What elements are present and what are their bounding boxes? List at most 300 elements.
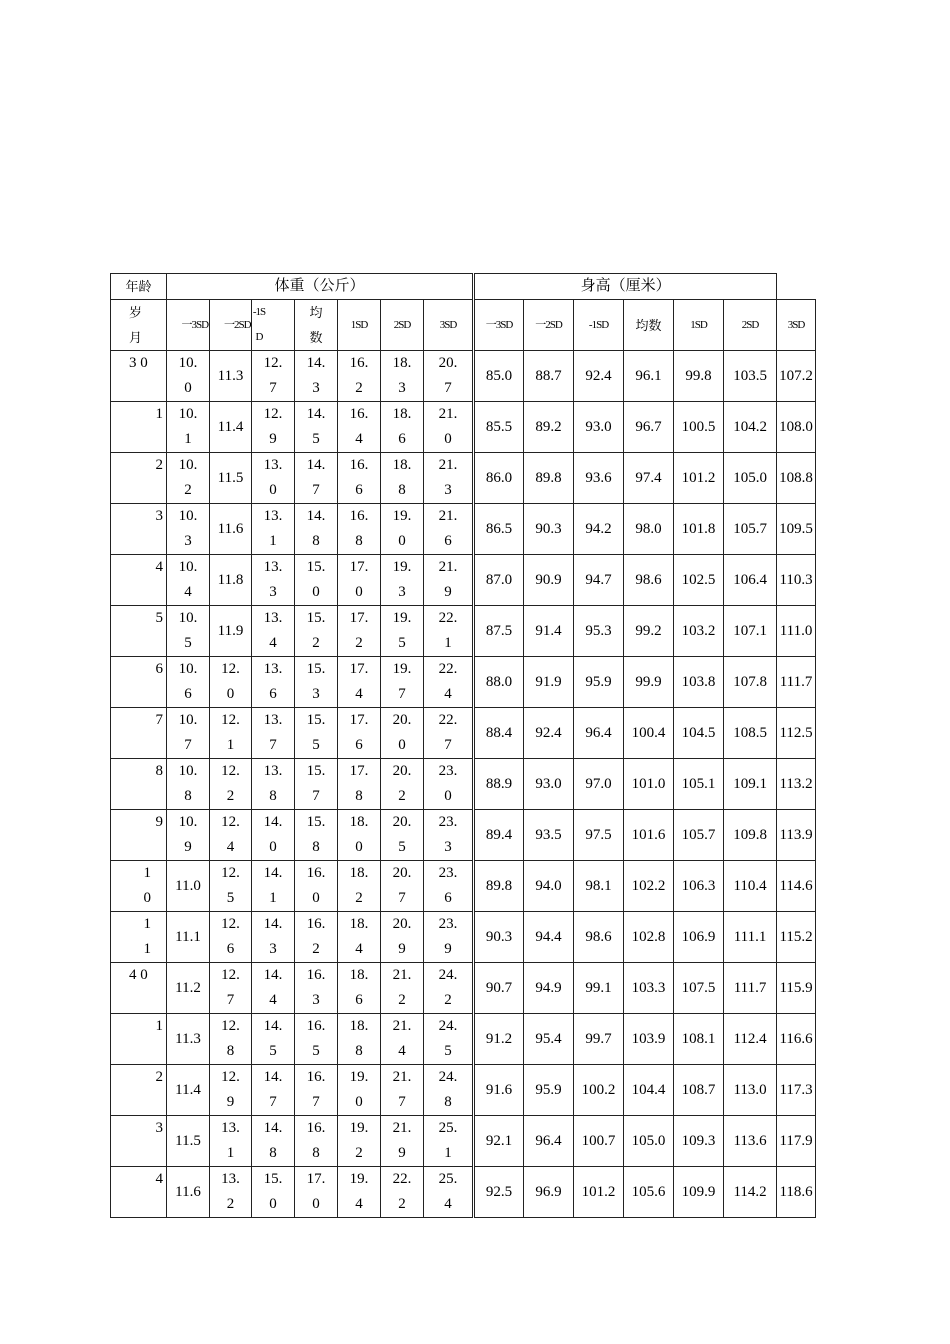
weight-cell (210, 504, 252, 555)
weight-cell (210, 351, 252, 402)
weight-cell (338, 657, 381, 708)
weight-value: 10.5 (178, 610, 198, 651)
weight-cell (252, 1014, 295, 1065)
weight-value: 17.4 (349, 661, 369, 702)
height-value: 96.4 (585, 724, 612, 741)
height-col-header: 3SD (777, 300, 816, 351)
weight-value: 11.4 (175, 1081, 201, 1098)
height-cell (574, 1065, 624, 1116)
weight-value: 12.6 (221, 916, 240, 957)
height-cell (474, 1116, 524, 1167)
weight-value: 16.4 (349, 406, 369, 447)
weight-cell (295, 657, 338, 708)
height-cell (624, 861, 674, 912)
weight-cell (381, 861, 424, 912)
height-cell (674, 555, 724, 606)
weight-value: 21.0 (438, 406, 458, 447)
weight-cell (381, 1014, 424, 1065)
weight-value: 14.5 (263, 1018, 283, 1059)
age-value: 5 (155, 610, 164, 626)
weight-value: 10.7 (178, 712, 198, 753)
weight-cell (252, 1065, 295, 1116)
weight-value: 19.4 (349, 1171, 369, 1212)
weight-cell (295, 1167, 338, 1218)
weight-cell (167, 861, 210, 912)
weight-cell (167, 402, 210, 453)
weight-cell (295, 453, 338, 504)
weight-cell (424, 759, 474, 810)
height-value: 100.5 (681, 418, 716, 435)
weight-value: 14.0 (263, 814, 283, 855)
weight-value: 12.1 (221, 712, 240, 753)
weight-cell (252, 657, 295, 708)
table-row (111, 504, 816, 555)
weight-cell (252, 759, 295, 810)
weight-value: 10.3 (178, 508, 198, 549)
table-row (111, 1167, 816, 1218)
height-value: 92.4 (535, 724, 562, 741)
weight-value: 13.3 (263, 559, 283, 600)
height-value: 91.9 (535, 673, 562, 690)
weight-cell (338, 504, 381, 555)
height-value: 115.9 (779, 979, 813, 996)
height-value: 99.9 (635, 673, 662, 690)
height-value: 103.3 (631, 979, 666, 996)
weight-value: 10.2 (178, 457, 198, 498)
weight-value: 16.0 (306, 865, 326, 906)
height-value: 107.1 (733, 622, 767, 639)
height-cell (777, 1116, 816, 1167)
table-row (111, 759, 816, 810)
height-value: 91.2 (485, 1030, 513, 1047)
age-value: 3 0 (129, 355, 148, 371)
age-value: 4 (155, 559, 164, 575)
weight-cell (252, 504, 295, 555)
subheader-row (111, 300, 816, 351)
height-col-header: -1SD (574, 300, 624, 351)
weight-cell (295, 504, 338, 555)
weight-value: 14.7 (263, 1069, 283, 1110)
height-cell (624, 1065, 674, 1116)
height-value: 104.5 (681, 724, 716, 741)
age-cell (111, 912, 167, 963)
weight-cell (424, 912, 474, 963)
height-cell (474, 912, 524, 963)
weight-value: 11.4 (217, 418, 244, 435)
weight-cell (424, 1014, 474, 1065)
age-cell (111, 1065, 167, 1116)
weight-cell (210, 606, 252, 657)
weight-cell (167, 1116, 210, 1167)
height-cell (777, 453, 816, 504)
weight-value: 19.5 (392, 610, 412, 651)
height-value: 101.6 (631, 826, 666, 843)
height-value: 94.2 (585, 520, 612, 537)
weight-value: 21.6 (438, 508, 458, 549)
height-cell (624, 555, 674, 606)
weight-value: 12.0 (221, 661, 240, 702)
height-cell (777, 351, 816, 402)
height-value: 108.5 (733, 724, 767, 741)
height-value: 101.2 (681, 469, 716, 486)
weight-cell (381, 351, 424, 402)
weight-value: 24.8 (438, 1069, 458, 1110)
height-value: 113.0 (733, 1081, 767, 1098)
weight-cell (338, 453, 381, 504)
height-cell (724, 555, 777, 606)
weight-cell (381, 1116, 424, 1167)
age-cell (111, 504, 167, 555)
height-value: 102.2 (631, 877, 666, 894)
table-row (111, 1014, 816, 1065)
height-cell (724, 1065, 777, 1116)
height-value: 103.9 (631, 1030, 666, 1047)
height-cell (624, 1167, 674, 1218)
height-cell (574, 453, 624, 504)
height-value: 108.1 (681, 1030, 716, 1047)
height-cell (777, 963, 816, 1014)
height-value: 105.7 (681, 826, 716, 843)
height-value: 107.5 (681, 979, 716, 996)
weight-value: 23.0 (438, 763, 458, 804)
weight-value: 14.8 (263, 1120, 283, 1161)
height-value: 113.2 (779, 775, 813, 792)
height-cell (724, 657, 777, 708)
weight-value: 20.7 (438, 355, 458, 396)
table-row (111, 657, 816, 708)
table-row (111, 861, 816, 912)
height-cell (624, 453, 674, 504)
height-value: 100.2 (581, 1081, 616, 1098)
weight-value: 16.2 (349, 355, 369, 396)
weight-cell (167, 1065, 210, 1116)
weight-value: 15.3 (306, 661, 326, 702)
weight-value: 12.4 (221, 814, 240, 855)
height-cell (474, 657, 524, 708)
height-value: 89.8 (535, 469, 562, 486)
height-cell (624, 402, 674, 453)
weight-cell (252, 555, 295, 606)
weight-cell (338, 1065, 381, 1116)
weight-cell (424, 657, 474, 708)
table-row (111, 963, 816, 1014)
table-row (111, 402, 816, 453)
height-value: 89.2 (535, 418, 562, 435)
weight-value: 25.4 (438, 1171, 458, 1212)
weight-value: 16.8 (306, 1120, 326, 1161)
weight-cell (210, 402, 252, 453)
weight-value: 11.6 (217, 520, 244, 537)
height-value: 105.7 (733, 520, 767, 537)
age-value: 8 (155, 763, 164, 779)
height-cell (777, 708, 816, 759)
weight-value: 14.4 (263, 967, 283, 1008)
height-value: 85.0 (485, 367, 513, 384)
weight-value: 21.9 (438, 559, 458, 600)
weight-cell (252, 861, 295, 912)
height-cell (574, 912, 624, 963)
height-cell (524, 1014, 574, 1065)
height-cell (474, 861, 524, 912)
age-sub-label: 岁月 (129, 305, 143, 345)
height-cell (777, 861, 816, 912)
weight-cell (381, 963, 424, 1014)
weight-value: 11.3 (217, 367, 244, 384)
height-value: 96.4 (535, 1132, 562, 1149)
height-cell (777, 504, 816, 555)
weight-cell (381, 1065, 424, 1116)
height-col-header: 均数 (624, 300, 674, 351)
table-row (111, 708, 816, 759)
weight-value: 18.4 (349, 916, 369, 957)
weight-cell (338, 606, 381, 657)
weight-value: 11.2 (175, 979, 201, 996)
height-cell (777, 1065, 816, 1116)
weight-cell (424, 555, 474, 606)
weight-cell (338, 759, 381, 810)
weight-value: 10.8 (178, 763, 198, 804)
table-row (111, 351, 816, 402)
height-value: 115.2 (779, 928, 813, 945)
height-cell (724, 759, 777, 810)
height-cell (524, 708, 574, 759)
height-cell (474, 759, 524, 810)
height-value: 92.5 (485, 1183, 513, 1200)
height-cell (624, 657, 674, 708)
weight-cell (338, 555, 381, 606)
height-cell (724, 351, 777, 402)
weight-value: 16.8 (349, 508, 369, 549)
weight-cell (424, 606, 474, 657)
height-value: 106.9 (681, 928, 716, 945)
height-cell (474, 606, 524, 657)
weight-value: 13.4 (263, 610, 283, 651)
height-cell (624, 963, 674, 1014)
weight-value: 22.4 (438, 661, 458, 702)
height-value: 91.4 (535, 622, 562, 639)
growth-standards-table-container (110, 273, 816, 1218)
height-header: 身高（厘米） (474, 274, 777, 300)
height-cell (574, 1014, 624, 1065)
height-value: 99.7 (585, 1030, 612, 1047)
height-value: 94.4 (535, 928, 562, 945)
weight-value: 15.5 (306, 712, 326, 753)
height-cell (674, 759, 724, 810)
weight-cell (381, 1167, 424, 1218)
weight-cell (424, 963, 474, 1014)
weight-cell (167, 1014, 210, 1065)
weight-value: 14.5 (306, 406, 326, 447)
weight-value: 14.7 (306, 457, 326, 498)
height-value: 105.1 (681, 775, 716, 792)
age-cell (111, 351, 167, 402)
age-cell (111, 1116, 167, 1167)
height-value: 111.1 (733, 928, 767, 945)
height-value: 90.3 (535, 520, 562, 537)
height-cell (624, 810, 674, 861)
height-cell (624, 351, 674, 402)
weight-cell (295, 1116, 338, 1167)
weight-cell (424, 708, 474, 759)
height-cell (777, 606, 816, 657)
age-cell (111, 861, 167, 912)
height-cell (724, 963, 777, 1014)
height-value: 114.2 (733, 1183, 767, 1200)
age-value: 11 (143, 916, 151, 957)
weight-value: 11.6 (175, 1183, 201, 1200)
height-cell (574, 504, 624, 555)
weight-col-header: 2SD (381, 300, 424, 351)
weight-cell (210, 1014, 252, 1065)
height-value: 92.1 (485, 1132, 513, 1149)
height-cell (524, 963, 574, 1014)
height-value: 89.8 (485, 877, 513, 894)
height-cell (624, 1014, 674, 1065)
weight-value: 15.8 (306, 814, 326, 855)
weight-cell (338, 402, 381, 453)
weight-value: 11.1 (175, 928, 201, 945)
height-cell (474, 963, 524, 1014)
table-body (111, 351, 816, 1218)
weight-cell (252, 351, 295, 402)
weight-value: 18.6 (349, 967, 369, 1008)
weight-cell (381, 555, 424, 606)
weight-value: 19.0 (392, 508, 412, 549)
height-cell (724, 402, 777, 453)
height-value: 104.4 (631, 1081, 666, 1098)
height-cell (777, 759, 816, 810)
height-value: 116.6 (779, 1030, 813, 1047)
weight-value: 14.1 (263, 865, 283, 906)
height-cell (777, 810, 816, 861)
weight-cell (210, 1065, 252, 1116)
height-cell (674, 402, 724, 453)
weight-cell (424, 1065, 474, 1116)
height-value: 103.8 (681, 673, 716, 690)
weight-value: 18.6 (392, 406, 412, 447)
height-value: 93.6 (585, 469, 612, 486)
height-cell (574, 861, 624, 912)
weight-cell (295, 912, 338, 963)
height-cell (524, 759, 574, 810)
weight-value: 15.2 (306, 610, 326, 651)
height-value: 97.0 (585, 775, 612, 792)
height-cell (574, 963, 624, 1014)
height-value: 106.3 (681, 877, 716, 894)
weight-col-header: 1SD (338, 300, 381, 351)
weight-value: 20.5 (392, 814, 412, 855)
weight-cell (424, 861, 474, 912)
height-cell (574, 708, 624, 759)
weight-value: 22.1 (438, 610, 458, 651)
height-cell (574, 555, 624, 606)
table-row (111, 1116, 816, 1167)
weight-value: 12.8 (221, 1018, 240, 1059)
height-value: 90.7 (485, 979, 513, 996)
height-cell (674, 912, 724, 963)
weight-cell (252, 1167, 295, 1218)
weight-cell (381, 504, 424, 555)
height-value: 94.9 (535, 979, 562, 996)
weight-cell (424, 1167, 474, 1218)
height-col-header: 1SD (674, 300, 724, 351)
weight-cell (295, 351, 338, 402)
weight-cell (295, 708, 338, 759)
height-cell (724, 1167, 777, 1218)
table-row (111, 1065, 816, 1116)
weight-value: 11.3 (175, 1030, 201, 1047)
height-cell (724, 504, 777, 555)
weight-value: 17.0 (349, 559, 369, 600)
height-cell (674, 606, 724, 657)
weight-cell (210, 912, 252, 963)
height-cell (524, 555, 574, 606)
age-value: 3 (155, 1120, 164, 1136)
weight-cell (252, 963, 295, 1014)
weight-cell (210, 708, 252, 759)
weight-value: 12.9 (221, 1069, 240, 1110)
weight-cell (295, 402, 338, 453)
height-cell (524, 1065, 574, 1116)
height-cell (777, 1167, 816, 1218)
weight-value: 10.6 (178, 661, 198, 702)
weight-value: 12.2 (221, 763, 240, 804)
height-value: 111.7 (733, 979, 767, 996)
height-value: 110.4 (733, 877, 767, 894)
weight-header: 体重（公斤） (167, 274, 474, 300)
height-cell (574, 402, 624, 453)
height-cell (474, 1167, 524, 1218)
age-value: 1 (155, 1018, 164, 1034)
height-value: 112.4 (733, 1030, 767, 1047)
height-value: 86.0 (485, 469, 513, 486)
weight-value: 11.0 (175, 877, 201, 894)
height-value: 93.0 (535, 775, 562, 792)
weight-cell (252, 606, 295, 657)
weight-value: 13.6 (263, 661, 283, 702)
age-cell (111, 963, 167, 1014)
height-cell (674, 657, 724, 708)
height-cell (724, 912, 777, 963)
height-cell (724, 1116, 777, 1167)
height-value: 100.4 (631, 724, 666, 741)
height-cell (777, 657, 816, 708)
height-value: 94.0 (535, 877, 562, 894)
weight-cell (381, 810, 424, 861)
age-subheader (111, 300, 167, 351)
height-value: 95.9 (585, 673, 612, 690)
weight-cell (338, 1167, 381, 1218)
weight-value: 16.6 (349, 457, 369, 498)
age-cell (111, 606, 167, 657)
weight-value: 13.8 (263, 763, 283, 804)
weight-value: 16.2 (306, 916, 326, 957)
height-cell (574, 606, 624, 657)
height-value: 99.1 (585, 979, 612, 996)
weight-value: 16.7 (306, 1069, 326, 1110)
height-value: 109.5 (779, 520, 813, 537)
height-value: 95.4 (535, 1030, 562, 1047)
height-cell (674, 810, 724, 861)
height-value: 109.1 (733, 775, 767, 792)
weight-value: 14.8 (306, 508, 326, 549)
weight-cell (167, 963, 210, 1014)
height-cell (724, 606, 777, 657)
weight-col-header: -1SD (252, 300, 295, 351)
weight-value: 10.0 (178, 355, 198, 396)
height-value: 108.7 (681, 1081, 716, 1098)
weight-value: 22.7 (438, 712, 458, 753)
